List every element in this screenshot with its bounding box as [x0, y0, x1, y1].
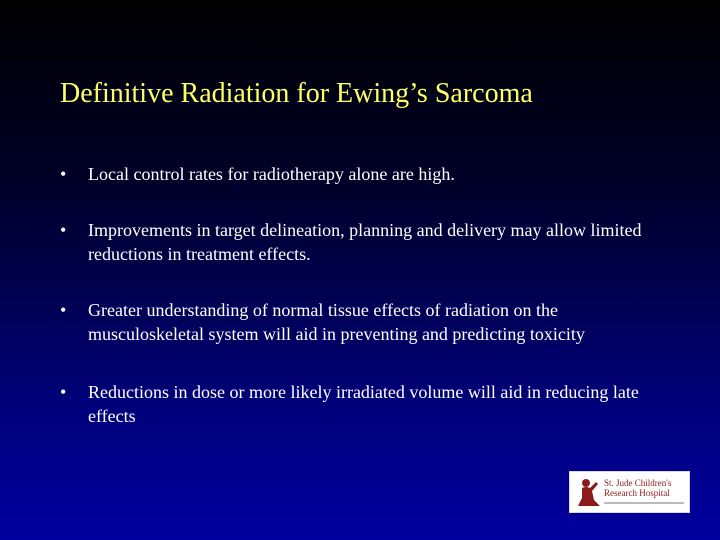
bullet-item — [60, 380, 660, 428]
bullet-marker: • — [60, 382, 67, 402]
bullet-text: Reductions in dose or more likely irradiated volume will aid in reducing late effects — [88, 382, 639, 426]
logo-line-1: St. Jude Children's — [604, 478, 672, 488]
bullet-item — [60, 218, 660, 266]
bullet-text: Local control rates for radiotherapy alone are high. — [88, 164, 455, 184]
bullet-item — [60, 162, 660, 186]
logo-line-2: Research Hospital — [604, 488, 670, 498]
bullet-marker: • — [60, 220, 67, 240]
child-silhouette-icon — [576, 478, 604, 508]
bullet-item — [60, 298, 660, 346]
logo-name — [604, 478, 688, 498]
st-jude-logo — [569, 471, 690, 513]
bullet-marker: • — [60, 164, 67, 184]
bullet-marker: • — [60, 300, 67, 320]
logo-tagline — [604, 502, 684, 504]
bullet-text: Greater understanding of normal tissue effects of radiation on the musculoskeletal system will aid in preventing and predicting toxicity — [88, 300, 585, 344]
slide-title: Definitive Radiation for Ewing’s Sarcoma — [60, 78, 533, 109]
bullet-text: Improvements in target delineation, planning and delivery may allow limited reductions in treatment effects. — [88, 220, 642, 264]
